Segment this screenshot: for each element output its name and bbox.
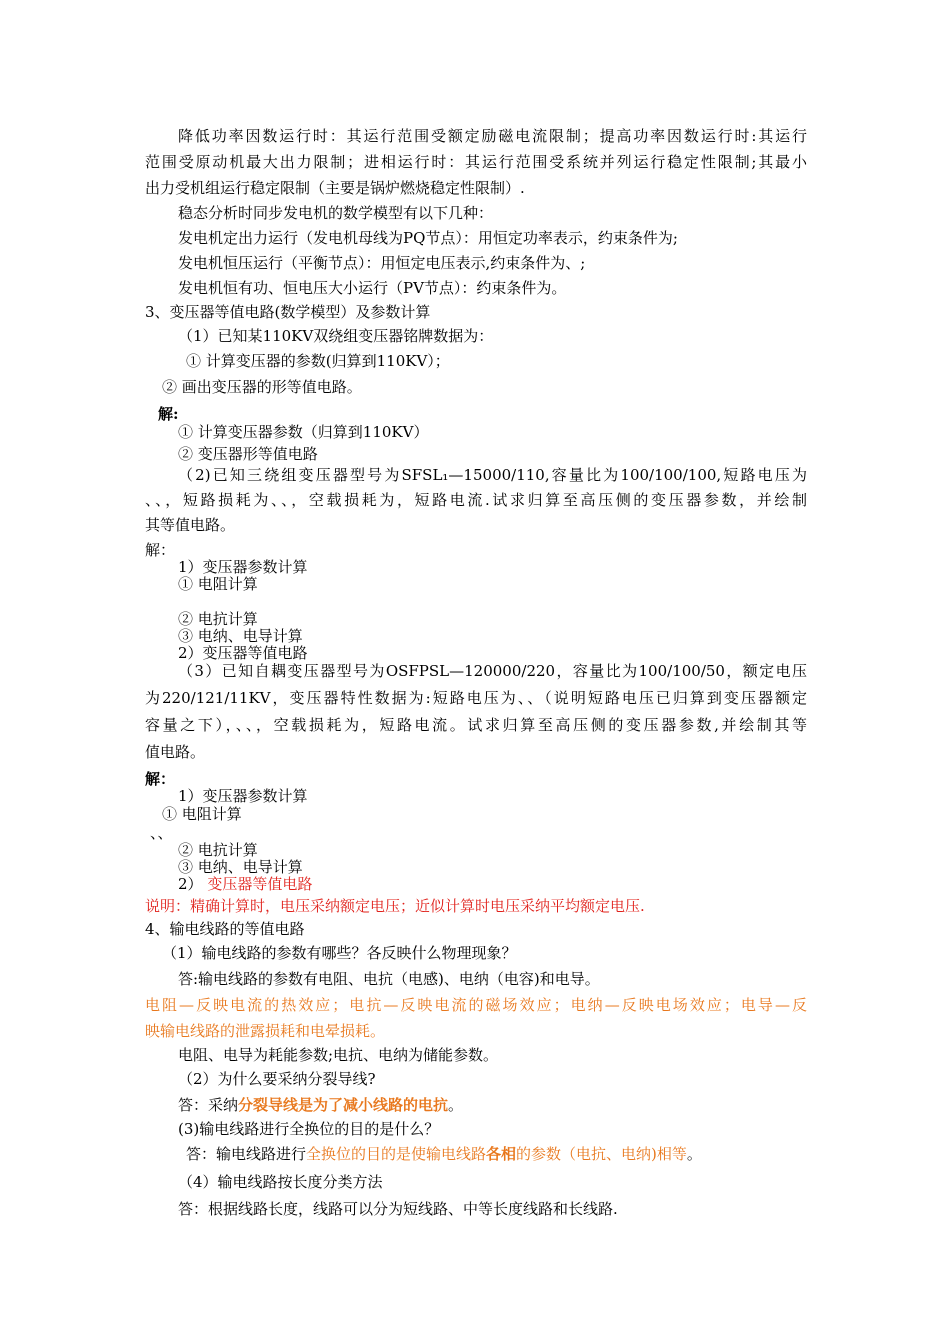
list-text: 变压器等值电路 <box>207 875 313 893</box>
answer-highlight: 全换位的目的是使输电线路 <box>306 1145 487 1163</box>
paragraph-line: 范围受原动机最大出力限制；进相运行时：其运行范围受系统并列运行稳定性限制;其最小 <box>145 153 807 171</box>
answer-highlight: 分裂导线是为了减小线路的电抗 <box>238 1096 449 1114</box>
solution-label: 解： <box>145 541 176 559</box>
paragraph-line: （3）已知自耦变压器型号为OSFPSL—120000/220，容量比为100/100/50，额定电压 <box>178 662 807 680</box>
paragraph: 发电机恒有功、恒电压大小运行（PV节点）：约束条件为。 <box>178 279 567 297</box>
list-item: ③ 电纳、电导计算 <box>178 627 303 645</box>
answer <box>178 1096 463 1114</box>
paragraph: 稳态分析时同步发电机的数学模型有以下几种： <box>178 204 494 222</box>
answer-highlight-line: 映输电线路的泄露损耗和电晕损耗。 <box>145 1022 386 1040</box>
question: （1）输电线路的参数有哪些？各反映什么物理现象？ <box>162 944 517 962</box>
list-item: ② 电抗计算 <box>178 841 258 859</box>
paragraph: 发电机恒压运行（平衡节点）：用恒定电压表示,约束条件为、; <box>178 254 586 272</box>
list-number: 2） <box>178 875 203 893</box>
list-item: 2）变压器等值电路 <box>178 644 308 662</box>
solution-label: 解： <box>145 770 176 788</box>
paragraph-line: 其等值电路。 <box>145 516 236 534</box>
paragraph-line: 降低功率因数运行时：其运行范围受额定励磁电流限制；提高功率因数运行时:其运行 <box>178 127 807 145</box>
list-item: ① 电阻计算 <box>162 805 242 823</box>
answer <box>186 1145 702 1163</box>
paragraph: 发电机定出力运行（发电机母线为PQ节点）：用恒定功率表示，约束条件为; <box>178 229 678 247</box>
answer: 答：根据线路长度，线路可以分为短线路、中等长度线路和长线路. <box>178 1200 618 1218</box>
paragraph-line: （2)已知三绕组变压器型号为SFSL₁—15000/110,容量比为100/100/100,短路电压为 <box>178 466 807 484</box>
section-heading: 3、变压器等值电路(数学模型）及参数计算 <box>145 303 431 321</box>
list-item: ① 计算变压器的参数(归算到110KV）； <box>186 352 450 370</box>
list-item: 、、 <box>150 824 173 842</box>
paragraph-line: 容量之下），、、，空载损耗为，短路电流。试求归算至高压侧的变压器参数,并绘制其等 <box>145 716 807 734</box>
list-item: ③ 电纳、电导计算 <box>178 858 303 876</box>
list-item: ① 电阻计算 <box>178 575 258 593</box>
answer-text: 。 <box>686 1145 702 1163</box>
answer: 答:输电线路的参数有电阻、电抗（电感)、电纳（电容)和电导。 <box>178 970 600 988</box>
question: （4）输电线路按长度分类方法 <box>178 1173 383 1191</box>
answer-text: 答：采纳 <box>178 1096 239 1114</box>
solution-label: 解: <box>158 405 179 423</box>
question: (3)输电线路进行全换位的目的是什么？ <box>178 1120 440 1138</box>
list-item: ② 电抗计算 <box>178 610 258 628</box>
list-item: ② 画出变压器的形等值电路。 <box>162 378 362 396</box>
list-item: 1）变压器参数计算 <box>178 787 308 805</box>
answer: 电阻、电导为耗能参数;电抗、电纳为储能参数。 <box>178 1046 499 1064</box>
note: 说明：精确计算时，电压采纳额定电压；近似计算时电压采纳平均额定电压. <box>145 897 645 915</box>
list-item: ② 变压器形等值电路 <box>178 445 318 463</box>
answer-text: 。 <box>448 1096 464 1114</box>
answer-highlight-line: 电阻—反映电流的热效应；电抗—反映电流的磁场效应；电纳—反映电场效应；电导—反 <box>145 996 807 1014</box>
question: （1）已知某110KV双绕组变压器铭牌数据为： <box>178 327 494 345</box>
list-item: ① 计算变压器参数（归算到110KV） <box>178 423 429 441</box>
answer-highlight: 的参数（电抗、电纳)相等 <box>516 1145 687 1163</box>
section-heading: 4、输电线路的等值电路 <box>145 920 305 938</box>
paragraph-line: 为220/121/11KV，变压器特性数据为:短路电压为、、（说明短路电压已归算到变压器额定 <box>145 689 807 707</box>
paragraph-line: 、、，短路损耗为、、，空载损耗为，短路电流.试求归算至高压侧的变压器参数，并绘制 <box>145 491 807 509</box>
answer-text: 答：输电线路进行 <box>186 1145 307 1163</box>
answer-highlight-bold: 各相 <box>486 1145 517 1163</box>
list-item: 1）变压器参数计算 <box>178 558 308 576</box>
paragraph-line: 值电路。 <box>145 743 206 761</box>
paragraph-line: 出力受机组运行稳定限制（主要是锅炉燃烧稳定性限制）. <box>145 179 525 197</box>
question: （2）为什么要采纳分裂导线? <box>178 1070 376 1088</box>
list-item <box>178 875 312 893</box>
